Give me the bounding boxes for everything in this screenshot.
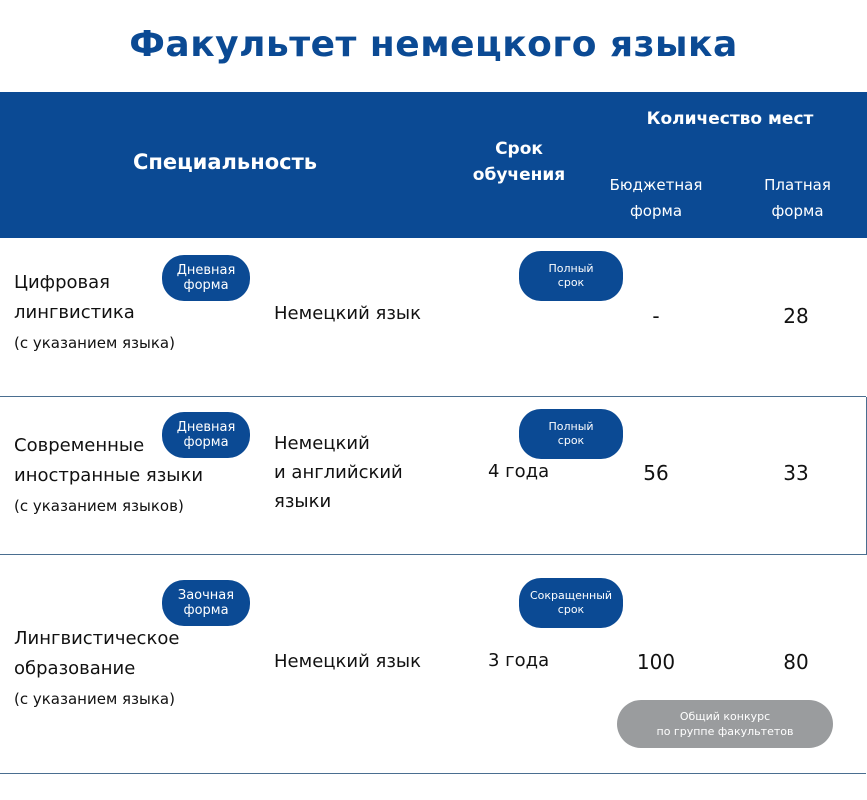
- duration: 4 года: [488, 461, 550, 482]
- header-budget-line2: форма: [629, 202, 683, 220]
- term-line1: Сокращенный: [529, 589, 613, 602]
- term-line2: срок: [557, 603, 585, 616]
- header-specialty: Специальность: [132, 150, 318, 174]
- table-row: [0, 238, 866, 397]
- study-form-line1: Дневная: [176, 420, 236, 435]
- study-form-line2: форма: [183, 603, 229, 618]
- header-paid-line1: Платная: [764, 176, 831, 194]
- study-form-line1: Заочная: [177, 588, 235, 603]
- table-header: [0, 92, 867, 238]
- term-line2: срок: [557, 276, 585, 289]
- contest-line2: по группе факультетов: [656, 725, 794, 738]
- study-form-line2: форма: [183, 278, 229, 293]
- specialty-note: (с указанием языка): [14, 334, 175, 352]
- specialty-line2: иностранные языки: [14, 465, 204, 486]
- specialty-line1: Современные: [14, 435, 145, 456]
- language-line3: языки: [274, 491, 332, 512]
- specialty-name: [14, 624, 179, 714]
- header-duration: [460, 136, 578, 188]
- budget-seats: 100: [636, 650, 676, 674]
- language-line1: Немецкий язык: [274, 651, 421, 672]
- term-badge: [519, 578, 623, 628]
- language-line1: Немецкий язык: [274, 303, 421, 324]
- header-budget: [596, 172, 716, 224]
- header-duration-line1: Срок: [495, 139, 543, 159]
- study-form-badge: [162, 255, 250, 301]
- language: [274, 429, 403, 516]
- header-budget-line1: Бюджетная: [609, 176, 703, 194]
- specialty-name: [14, 431, 203, 521]
- specialty-name: [14, 268, 175, 358]
- language-line2: и английский: [274, 462, 403, 483]
- study-form-line1: Дневная: [176, 263, 236, 278]
- study-form-badge: [162, 580, 250, 626]
- contest-badge: [617, 700, 833, 748]
- specialty-note: (с указанием языка): [14, 690, 175, 708]
- term-badge: [519, 251, 623, 301]
- table-row: [0, 556, 866, 774]
- language: [274, 299, 421, 328]
- term-badge: [519, 409, 623, 459]
- budget-seats: -: [652, 304, 660, 328]
- specialty-line1: Лингвистическое: [14, 628, 180, 649]
- language: [274, 647, 421, 676]
- specialty-note: (с указанием языков): [14, 497, 184, 515]
- contest-line1: Общий конкурс: [679, 710, 771, 723]
- page-title: Факультет немецкого языка: [129, 24, 738, 65]
- language-line1: Немецкий: [274, 433, 370, 454]
- duration: 3 года: [488, 650, 550, 671]
- specialty-line2: образование: [14, 658, 136, 679]
- table-row: [0, 397, 867, 555]
- paid-seats: 80: [783, 650, 809, 674]
- specialty-line1: Цифровая: [14, 272, 110, 293]
- header-paid: [740, 172, 855, 224]
- header-duration-line2: обучения: [472, 165, 566, 185]
- term-line2: срок: [557, 434, 585, 447]
- header-paid-line2: форма: [771, 202, 824, 220]
- study-form-line2: форма: [183, 435, 229, 450]
- specialty-line2: лингвистика: [14, 302, 135, 323]
- paid-seats: 33: [783, 461, 809, 485]
- header-seats: Количество мест: [646, 109, 814, 129]
- budget-seats: 56: [643, 461, 669, 485]
- term-line1: Полный: [548, 420, 594, 433]
- paid-seats: 28: [783, 304, 809, 328]
- term-line1: Полный: [548, 262, 594, 275]
